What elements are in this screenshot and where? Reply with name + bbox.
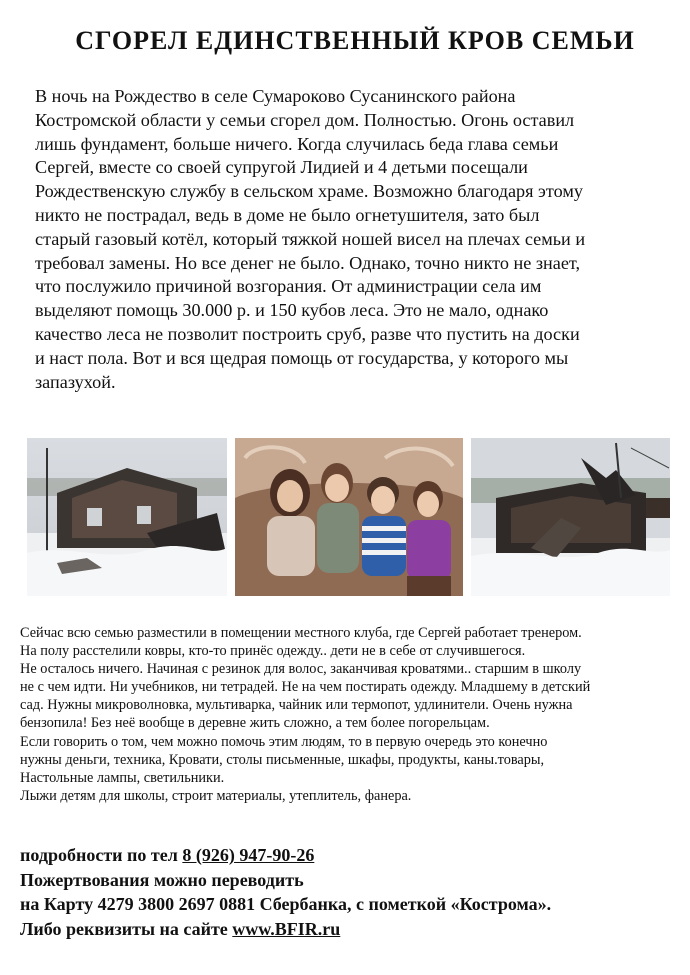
intro-line: качество леса не позволит построить сруб, разве что пустить на доски: [35, 323, 580, 344]
headline: СГОРЕЛ ЕДИНСТВЕННЫЙ КРОВ СЕМЬИ: [75, 26, 635, 55]
donations-line: Пожертвования можно переводить: [20, 869, 304, 890]
site-link[interactable]: www.BFIR.ru: [232, 918, 341, 939]
phone-line: [20, 843, 680, 868]
site-prefix: Либо реквизиты на сайте: [20, 918, 233, 939]
details-line: не с чем идти. Ни учебников, ни тетрадей. Не на чем постирать одежду. Младшему в детский: [20, 679, 591, 696]
details-text: [20, 624, 675, 805]
intro-line: лишь фундамент, больше ничего. Когда случилась беда глава семьи: [35, 133, 559, 154]
burned-house-photo-right: [471, 438, 670, 596]
contacts-block: [20, 843, 680, 941]
children-photo: [235, 438, 463, 596]
burned-house-photo-left: [27, 438, 227, 596]
details-line: Сейчас всю семью разместили в помещении местного клуба, где Сергей работает тренером.: [20, 625, 582, 641]
intro-paragraph: [35, 85, 660, 394]
intro-line: старый газовый котёл, который тяжкой ношей висел на плечах семьи и: [35, 228, 586, 249]
card-line: на Карту 4279 3800 2697 0881 Сбербанка, с пометкой «Кострома».: [20, 894, 552, 914]
site-line: [20, 917, 680, 942]
phone-link[interactable]: 8 (926) 947-90-26: [182, 845, 315, 865]
intro-line: Рождественскую службу в сельском храме. Возможно благодаря этому: [35, 181, 583, 202]
details-line: сад. Нужны микроволновка, мультиварка, чайник или термопот, удлинители. Очень нужна: [20, 697, 573, 714]
ruins-image: [471, 438, 670, 596]
burned-house-image: [27, 438, 227, 596]
intro-line: и наст пола. Вот и вся щедрая помощь от государства, у которого мы: [35, 347, 569, 368]
details-line: На полу расстелили ковры, кто-то принёс одежду.. дети не в себе от случившегося.: [20, 643, 526, 660]
intro-line: Костромской области у семьи сгорел дом. Полностью. Огонь оставил: [35, 109, 575, 130]
intro-line: что послужило причиной возгорания. От администрации села им: [35, 276, 542, 297]
details-line: Настольные лампы, светильники.: [20, 769, 225, 786]
details-line: Если говорить о том, чем можно помочь этим людям, то в первую очередь это конечно: [20, 733, 548, 750]
details-line: Не осталось ничего. Начиная с резинок для волос, заканчивая кроватями.. старшим в школу: [20, 661, 582, 678]
details-line: бензопила! Без неё вообще в деревне жить сложно, а тем более погорельцам.: [20, 715, 490, 732]
intro-line: В ночь на Рождество в селе Сумароково Сусанинского района: [35, 86, 516, 106]
phone-prefix: подробности по тел: [20, 845, 183, 865]
details-line: нужны деньги, техника, Кровати, столы письменные, шкафы, продукты, каны.товары,: [20, 751, 545, 768]
children-image: [235, 438, 463, 596]
intro-line: никто не пострадал, ведь в доме не было огнетушителя, зато был: [35, 204, 540, 225]
intro-line: выделяют помощь 30.000 р. и 150 кубов леса. Это не мало, однако: [35, 300, 549, 321]
intro-line: запазухой.: [35, 371, 116, 392]
intro-line: требовал замены. Но все денег не было. Однако, точно никто не знает,: [35, 252, 581, 273]
intro-line: Сергей, вместе со своей супругой Лидией и 4 детьми посещали: [35, 157, 528, 178]
photo-strip: [0, 438, 690, 598]
details-line: Лыжи детям для школы, строит материалы, утеплитель, фанера.: [20, 787, 412, 804]
